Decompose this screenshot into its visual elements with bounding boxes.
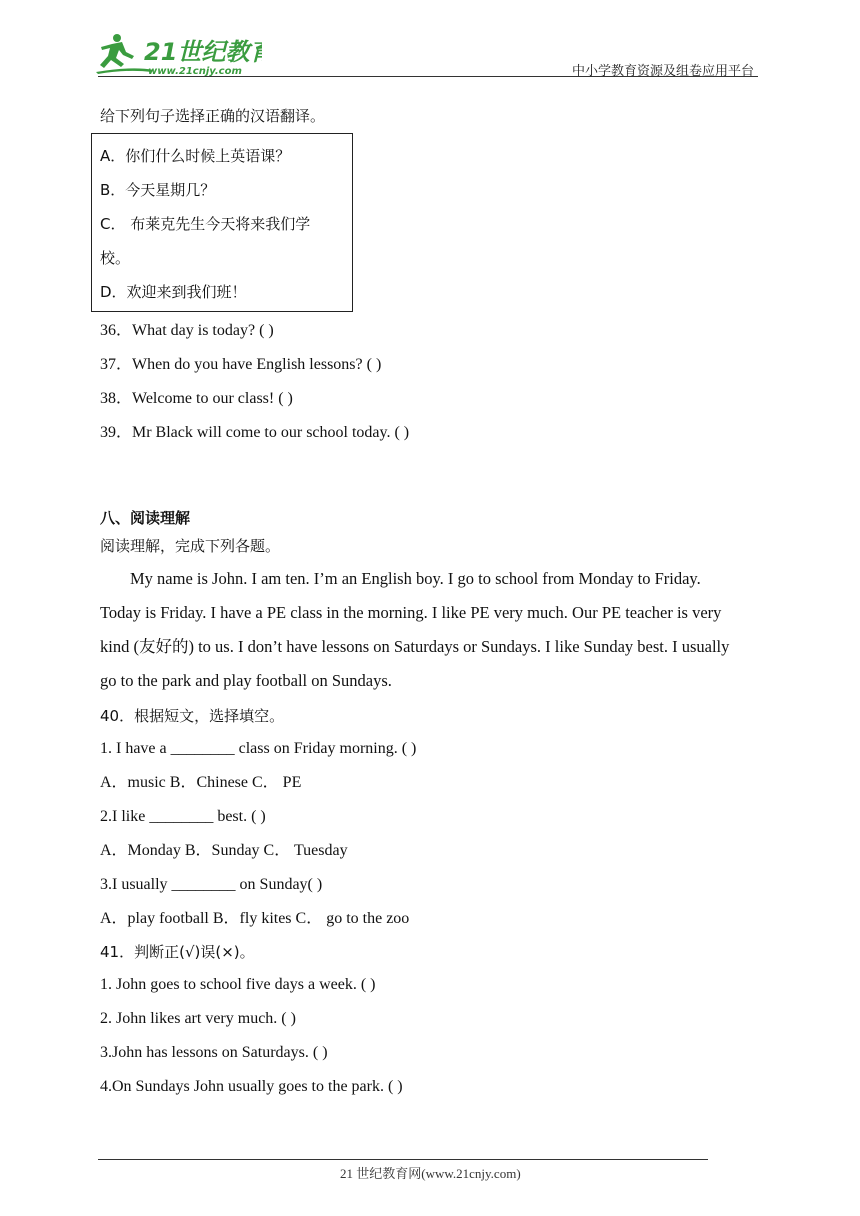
passage-line-2: Today is Friday. I have a PE class in the morning. I like PE very much. Our PE teacher is very <box>100 603 722 622</box>
choice-c-line1: C． 布莱克先生今天将来我们学 <box>100 215 311 233</box>
translation-instruction: 给下列句子选择正确的汉语翻译。 <box>100 107 326 125</box>
platform-name: 中小学教育资源及组卷应用平台 <box>572 64 755 79</box>
question-40-item-1-options: A．music B．Chinese C． PE <box>100 774 302 791</box>
question-40-item-2-options: A．Monday B．Sunday C． Tuesday <box>100 842 348 859</box>
section-instruction: 阅读理解，完成下列各题。 <box>100 537 281 555</box>
header-divider <box>98 76 758 77</box>
question-39: 39．Mr Black will come to our school today. ( ) <box>100 424 410 441</box>
passage-line-3: kind (友好的) to us. I don’t have lessons on Saturdays or Sundays. I like Sunday best. I usually <box>100 637 730 656</box>
footer-link[interactable]: 21 世纪教育网(www.21cnjy.com) <box>340 1166 521 1181</box>
footer-divider <box>98 1159 708 1160</box>
question-40-item-1: 1. I have a ________ class on Friday morning. ( ) <box>100 740 417 757</box>
choice-d: D．欢迎来到我们班！ <box>100 283 247 301</box>
question-41-item-3: 3.John has lessons on Saturdays. ( ) <box>100 1044 328 1061</box>
question-36: 36．What day is today? ( ) <box>100 322 274 339</box>
passage-line-1: My name is John. I am ten. I’m an English boy. I go to school from Monday to Friday. <box>130 569 701 588</box>
site-logo <box>92 30 262 78</box>
logo-url: www.21cnjy.com <box>148 66 242 77</box>
question-41-item-1: 1. John goes to school five days a week. ( ) <box>100 976 376 993</box>
question-41-item-4: 4.On Sundays John usually goes to the park. ( ) <box>100 1078 403 1095</box>
logo-text: 21世纪教育 <box>144 38 262 66</box>
question-40-item-3: 3.I usually ________ on Sunday( ) <box>100 876 323 893</box>
question-41-item-2: 2. John likes art very much. ( ) <box>100 1010 296 1027</box>
question-40-title: 40．根据短文，选择填空。 <box>100 707 285 725</box>
passage-line-4: go to the park and play football on Sundays. <box>100 671 392 690</box>
question-37: 37．When do you have English lessons? ( ) <box>100 356 382 373</box>
question-40-item-2: 2.I like ________ best. ( ) <box>100 808 266 825</box>
choice-a: A．你们什么时候上英语课？ <box>100 147 291 165</box>
question-40-item-3-options: A．play football B．fly kites C． go to the zoo <box>100 910 410 927</box>
question-38: 38．Welcome to our class! ( ) <box>100 390 293 407</box>
section-title: 八、阅读理解 <box>100 509 191 527</box>
choice-b: B．今天星期几？ <box>100 181 216 199</box>
question-41-title: 41．判断正(√)误(×)。 <box>100 943 255 961</box>
choice-c-line2: 校。 <box>100 249 131 267</box>
